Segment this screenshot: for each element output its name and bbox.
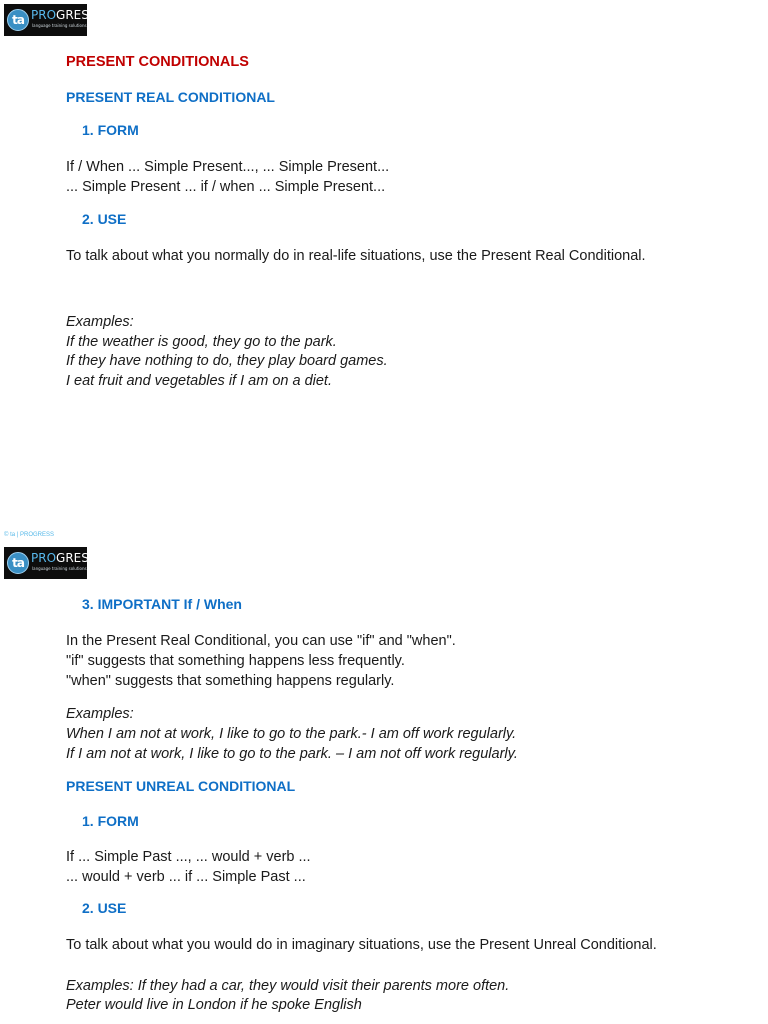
- logo-wordmark: PROGRESS: [31, 8, 97, 22]
- logo-monogram-icon: ta: [7, 9, 29, 31]
- example-line: If I am not at work, I like to go to the park. – I am not off work regularly.: [66, 746, 518, 762]
- example-line: If they have nothing to do, they play board games.: [66, 353, 388, 369]
- use-text-unreal: To talk about what you would do in imaginary situations, use the Present Unreal Conditional.: [66, 937, 657, 953]
- use-text-real: To talk about what you normally do in real-life situations, use the Present Real Conditional.: [66, 248, 646, 264]
- company-logo: [4, 547, 97, 579]
- form-line: ... Simple Present ... if / when ... Simple Present...: [66, 179, 386, 195]
- examples-label: Examples:: [66, 706, 134, 722]
- examples-label: Examples:: [66, 314, 134, 330]
- logo-monogram-icon: ta: [7, 552, 29, 574]
- important-line: "if" suggests that something happens less frequently.: [66, 653, 405, 669]
- form-line: If / When ... Simple Present..., ... Simple Present...: [66, 159, 390, 175]
- page-title: PRESENT CONDITIONALS: [66, 54, 249, 70]
- example-line: I eat fruit and vegetables if I am on a diet.: [66, 373, 332, 389]
- logo-wordmark: PROGRESS: [31, 551, 97, 565]
- company-logo: [4, 4, 97, 36]
- example-line: Examples: If they had a car, they would visit their parents more often.: [66, 978, 510, 994]
- logo-tagline: language training solutions: [32, 23, 87, 28]
- example-line: If the weather is good, they go to the park.: [66, 334, 337, 350]
- important-line: In the Present Real Conditional, you can use "if" and "when".: [66, 633, 456, 649]
- example-line: When I am not at work, I like to go to the park.- I am off work regularly.: [66, 726, 517, 742]
- form-heading-unreal: 1. FORM: [82, 813, 139, 829]
- important-heading: 3. IMPORTANT If / When: [82, 596, 242, 612]
- use-heading-unreal: 2. USE: [82, 900, 127, 916]
- important-line: "when" suggests that something happens regularly.: [66, 673, 395, 689]
- page-footer: © ta | PROGRESS: [4, 532, 54, 538]
- example-line: Peter would live in London if he spoke English: [66, 997, 362, 1013]
- form-line: ... would + verb ... if ... Simple Past ...: [66, 869, 306, 885]
- section-title-real: PRESENT REAL CONDITIONAL: [66, 89, 275, 105]
- form-heading-real: 1. FORM: [82, 122, 139, 138]
- use-heading-real: 2. USE: [82, 211, 127, 227]
- section-title-unreal: PRESENT UNREAL CONDITIONAL: [66, 778, 296, 794]
- form-line: If ... Simple Past ..., ... would + verb ...: [66, 849, 311, 865]
- logo-tagline: language training solutions: [32, 566, 87, 571]
